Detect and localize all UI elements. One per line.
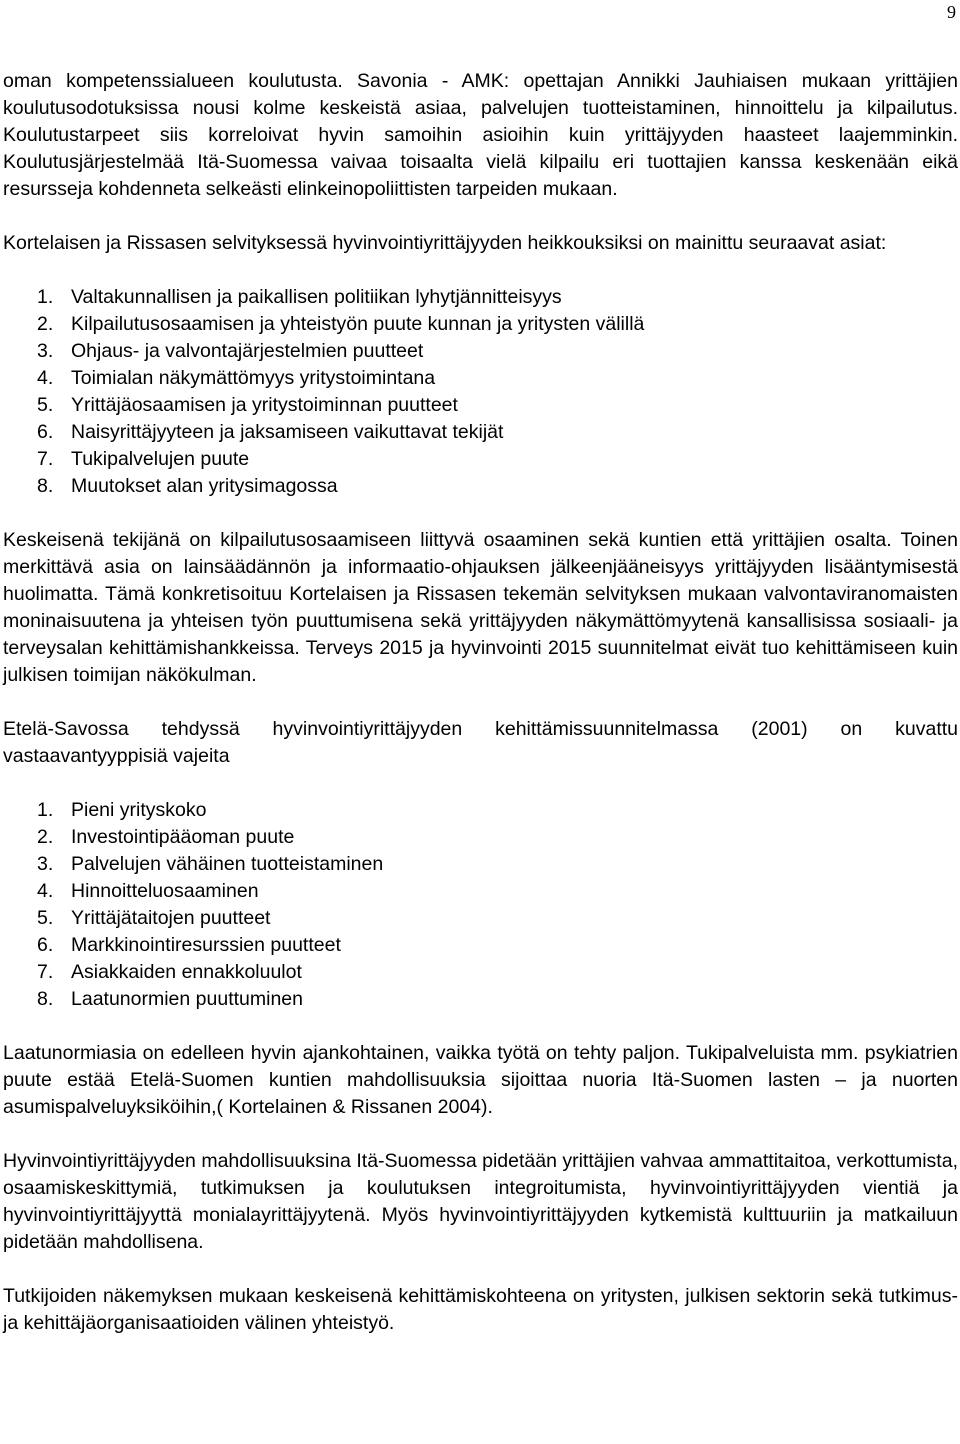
document-body [3, 68, 958, 1337]
list-item: 7. Tukipalvelujen puute [37, 448, 250, 470]
paragraph-etela-savo: Etelä-Savossa tehdyssä hyvinvointiyrittäjyyden kehittämissuunnitelmassa (2001) on kuvattu vastaavantyyppisiä vajeita [3, 718, 958, 767]
deficits-list [3, 797, 958, 1013]
list-item: 6. Markkinointiresurssien puutteet [37, 934, 341, 956]
list-item: 7. Asiakkaiden ennakkoluulot [37, 961, 302, 983]
paragraph-key-factors: Keskeisenä tekijänä on kilpailutusosaamiseen liittyvä osaaminen sekä kuntien että yrittäjien osalta. Toinen merkittävä asia on lainsäädännön ja informaatio-ohjauksen jälkeenjääneisyys yrittäjyyden lisääntymisestä huolimatta. Tämä konkretisoituu Kortelaisen ja Rissasen tekemän selvityksen mukaan valvontaviranomaisten moninaisuutena ja yhteisen työn puuttumisena sekä yrittäjyyden näkymättömyytenä kansallisissa sosiaali- ja terveysalan kehittämishankkeissa. Terveys 2015 ja hyvinvointi 2015 suunnitelmat eivät tuo kehittämiseen kuin julkisen toimijan näkökulman. [3, 529, 958, 686]
list-item: 2. Investointipääoman puute [37, 826, 295, 848]
paragraph-intro: oman kompetenssialueen koulutusta. Savonia - AMK: opettajan Annikki Jauhiaisen mukaan yrittäjien koulutusodotuksissa nousi kolme keskeistä asiaa, palvelujen tuotteistaminen, hinnoittelu ja kilpailutus. Koulutustarpeet siis korreloivat hyvin samoihin asioihin kuin yrittäjyyden haasteet laajemminkin. Koulutusjärjestelmää Itä-Suomessa vaivaa toisaalta vielä kilpailu eri tuottajien kanssa keskenään eikä resursseja kohdenneta selkeästi elinkeinopoliittisten tarpeiden mukaan. [3, 70, 958, 200]
list-item: 3. Ohjaus- ja valvontajärjestelmien puutteet [37, 340, 424, 362]
paragraph-opportunities: Hyvinvointiyrittäjyyden mahdollisuuksina Itä-Suomessa pidetään yrittäjien vahvaa ammattitaitoa, verkottumista, osaamiskeskittymiä, tutkimuksen ja koulutuksen integroitumista, hyvinvointiyrittäjyyden vientiä ja hyvinvointiyrittäjyyttä monialayrittäjyytenä. Myös hyvinvointiyrittäjyyden kytkemistä kulttuuriin ja matkailuun pidetään mahdollisena. [3, 1150, 958, 1253]
list-item: 3. Palvelujen vähäinen tuotteistaminen [37, 853, 384, 875]
list-item: 2. Kilpailutusosaamisen ja yhteistyön puute kunnan ja yritysten välillä [37, 313, 645, 335]
list-item: 8. Laatunormien puuttuminen [37, 988, 303, 1010]
list-item: 6. Naisyrittäjyyteen ja jaksamiseen vaikuttavat tekijät [37, 421, 504, 443]
list-item: 4. Hinnoitteluosaaminen [37, 880, 259, 902]
list-item: 1. Valtakunnallisen ja paikallisen politiikan lyhytjännitteisyys [37, 286, 562, 308]
paragraph-quality-norms: Laatunormiasia on edelleen hyvin ajankohtainen, vaikka työtä on tehty paljon. Tukipalveluista mm. psykiatrien puute estää Etelä-Suomen kuntien mahdollisuuksia sijoittaa nuoria Itä-Suomen lasten – ja nuorten asumispalveluyksiköihin,( Kortelainen & Rissanen 2004). [3, 1042, 958, 1118]
list-item: 5. Yrittäjäosaamisen ja yritystoiminnan puutteet [37, 394, 458, 416]
paragraph-weaknesses-intro: Kortelaisen ja Rissasen selvityksessä hyvinvointiyrittäjyyden heikkouksiksi on mainittu seuraavat asiat: [3, 232, 887, 254]
list-item: 4. Toimialan näkymättömyys yritystoimintana [37, 367, 436, 389]
weaknesses-list [3, 284, 958, 500]
paragraph-researchers: Tutkijoiden näkemyksen mukaan keskeisenä kehittämiskohteena on yritysten, julkisen sektorin sekä tutkimus- ja kehittäjäorganisaatioiden välinen yhteistyö. [3, 1285, 958, 1334]
list-item: 5. Yrittäjätaitojen puutteet [37, 907, 271, 929]
list-item: 8. Muutokset alan yritysimagossa [37, 475, 338, 497]
list-item: 1. Pieni yrityskoko [37, 799, 207, 821]
page-number: 9 [947, 2, 956, 22]
